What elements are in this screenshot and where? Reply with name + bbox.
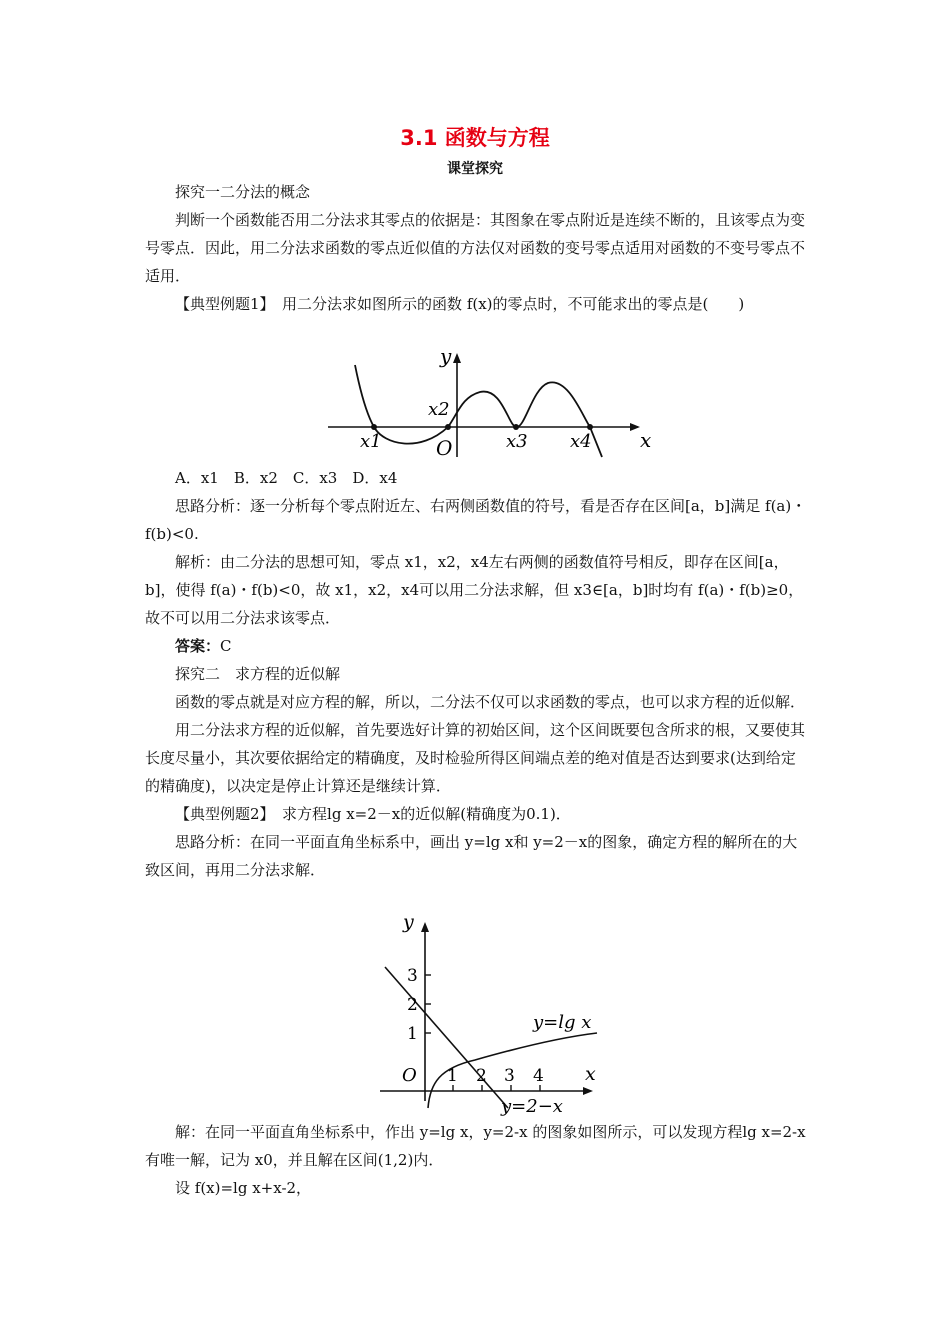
figure1-point-x3 (513, 424, 519, 430)
figure1-y-arrow (453, 353, 461, 363)
figure2-tick-y2: 2 (407, 995, 418, 1015)
figure2-line-label: y=2−x (501, 1096, 563, 1116)
example1-options: A．x1 B．x2 C．x3 D．x4 (175, 469, 398, 487)
figure2-tick-y3: 3 (407, 966, 418, 986)
example2-setup: 设 f(x)=lg x+x-2， (175, 1179, 312, 1197)
figure1-label-x1: x1 (360, 431, 382, 452)
example1-analysis: 思路分析：逐一分析每个零点附近左、右两侧函数值的符号，看是否存在区间[a，b]满足 f(a)・f(b)<0. (145, 497, 807, 543)
figure2-curve-label: y=lg x (533, 1012, 592, 1033)
figure2-tick-x3: 3 (504, 1066, 515, 1086)
figure1-point-x4 (587, 424, 593, 430)
figure1-label-x4: x4 (570, 431, 592, 452)
figure2-tick-x1: 1 (447, 1066, 458, 1086)
page-title: 3.1 函数与方程 (400, 126, 550, 150)
example1-solution: 解析：由二分法的思想可知，零点 x1，x2，x4左右两侧的函数值符号相反，即存在区间[a，b]，使得 f(a)・f(b)<0，故 x1，x2，x4可以用二分法求解，但 x3∈[a，b]时均有 f(a)・f(b)≥0，故不可以用二分法求该零点． (145, 553, 804, 627)
figure2-x-arrow (583, 1087, 593, 1095)
figure1-curve (355, 365, 602, 457)
figure1-function-graph (320, 345, 665, 463)
answer-label: 答案： (175, 637, 221, 655)
example2-solution: 解：在同一平面直角坐标系中，作出 y=lg x，y=2-x 的图象如图所示，可以发现方程lg x=2-x 有唯一解，记为 x0，并且解在区间(1,2)内． (145, 1123, 806, 1169)
figure2-tick-y1: 1 (407, 1024, 418, 1044)
section2-solution-block (145, 1118, 810, 1202)
figure2-origin-label: O (402, 1065, 417, 1086)
figure1-x-arrow (630, 423, 640, 431)
figure1-label-x2: x2 (428, 399, 450, 420)
figure1-point-x1 (371, 424, 377, 430)
figure2-x-label: x (585, 1063, 596, 1085)
figure2-tick-x4: 4 (533, 1066, 544, 1086)
figure2-tick-x2: 2 (476, 1066, 487, 1086)
figure1-origin-label: O (436, 436, 453, 460)
figure1-x-label: x (640, 428, 652, 452)
figure1-label-x3: x3 (506, 431, 528, 452)
figure1-y-label: y (440, 345, 452, 368)
section2-paragraph-2: 用二分法求方程的近似解，首先要选好计算的初始区间，这个区间既要包含所求的根，又要使其长度尽量小，其次要依据给定的精确度，及时检验所得区间端点差的绝对值是否达到要求(达到给定的精确度)，以决定是停止计算还是继续计算． (145, 721, 806, 795)
section1-text-block (145, 178, 810, 318)
page-subtitle: 课堂探究 (447, 161, 503, 177)
figure1-point-x2 (445, 424, 451, 430)
section2-paragraph-1: 函数的零点就是对应方程的解，所以，二分法不仅可以求函数的零点，也可以求方程的近似解． (175, 693, 806, 711)
answer-value: C (220, 637, 232, 655)
figure2-lg-graph (375, 908, 605, 1116)
example1-title: 【典型例题1】 用二分法求如图所示的函数 f(x)的零点时，不可能求出的零点是( ) (175, 295, 745, 313)
example1-answer (145, 632, 810, 660)
section1-paragraph: 判断一个函数能否用二分法求其零点的依据是：其图象在零点附近是连续不断的，且该零点为变号零点．因此，用二分法求函数的零点近似值的方法仅对函数的变号零点适用对函数的不变号零点不适用． (145, 211, 806, 285)
section1-answer-block (145, 464, 810, 884)
figure2-line-y-2-minus-x (385, 967, 508, 1108)
example2-title: 【典型例题2】 求方程lg x=2－x的近似解(精确度为0.1)． (175, 805, 571, 823)
section1-heading: 探究一二分法的概念 (175, 183, 311, 201)
section2-heading: 探究二 求方程的近似解 (175, 665, 341, 683)
figure2-y-label: y (403, 911, 414, 933)
example2-analysis: 思路分析：在同一平面直角坐标系中，画出 y=lg x和 y=2－x的图象，确定方程的解所在的大致区间，再用二分法求解． (145, 833, 798, 879)
figure2-y-arrow (421, 922, 429, 932)
